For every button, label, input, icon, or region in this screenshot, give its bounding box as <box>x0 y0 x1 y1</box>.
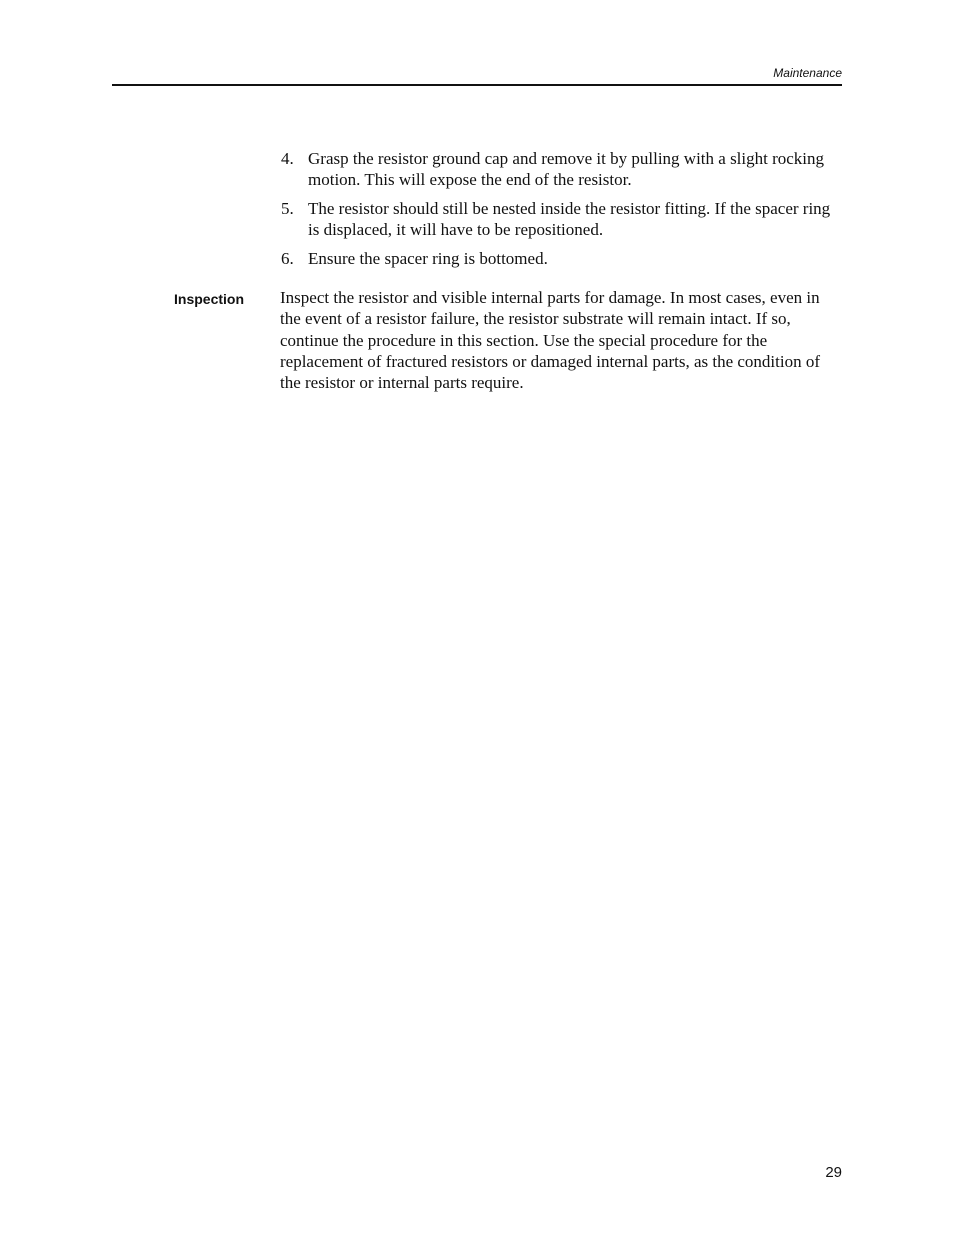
running-header-title: Maintenance <box>773 66 842 80</box>
step-text: The resistor should still be nested inside the resistor fitting. If the spacer ring is displaced, it will have to be repositioned. <box>308 199 831 239</box>
step-number: 5. <box>281 199 294 218</box>
procedure-step-5 <box>281 198 843 240</box>
inspection-heading: Inspection <box>174 291 245 307</box>
step-number: 6. <box>281 249 294 268</box>
inspection-paragraph: Inspect the resistor and visible internal parts for damage. In most cases, even in the event of a resistor failure, the resistor substrate will remain intact. If so, continue the procedure in this section. Use the special procedure for the replacement of fractured resistors or damaged internal parts, as the condition of the resistor or internal parts require. <box>280 288 821 393</box>
procedure-step-6 <box>281 248 843 269</box>
page-number: 29 <box>825 1164 842 1181</box>
step-number: 4. <box>281 149 294 168</box>
step-text: Grasp the resistor ground cap and remove it by pulling with a slight rocking motion. This will expose the end of the resistor. <box>308 149 825 189</box>
step-text: Ensure the spacer ring is bottomed. <box>308 249 548 268</box>
running-header <box>112 66 842 86</box>
procedure-step-4 <box>281 148 843 190</box>
procedure-steps-list <box>281 148 843 277</box>
